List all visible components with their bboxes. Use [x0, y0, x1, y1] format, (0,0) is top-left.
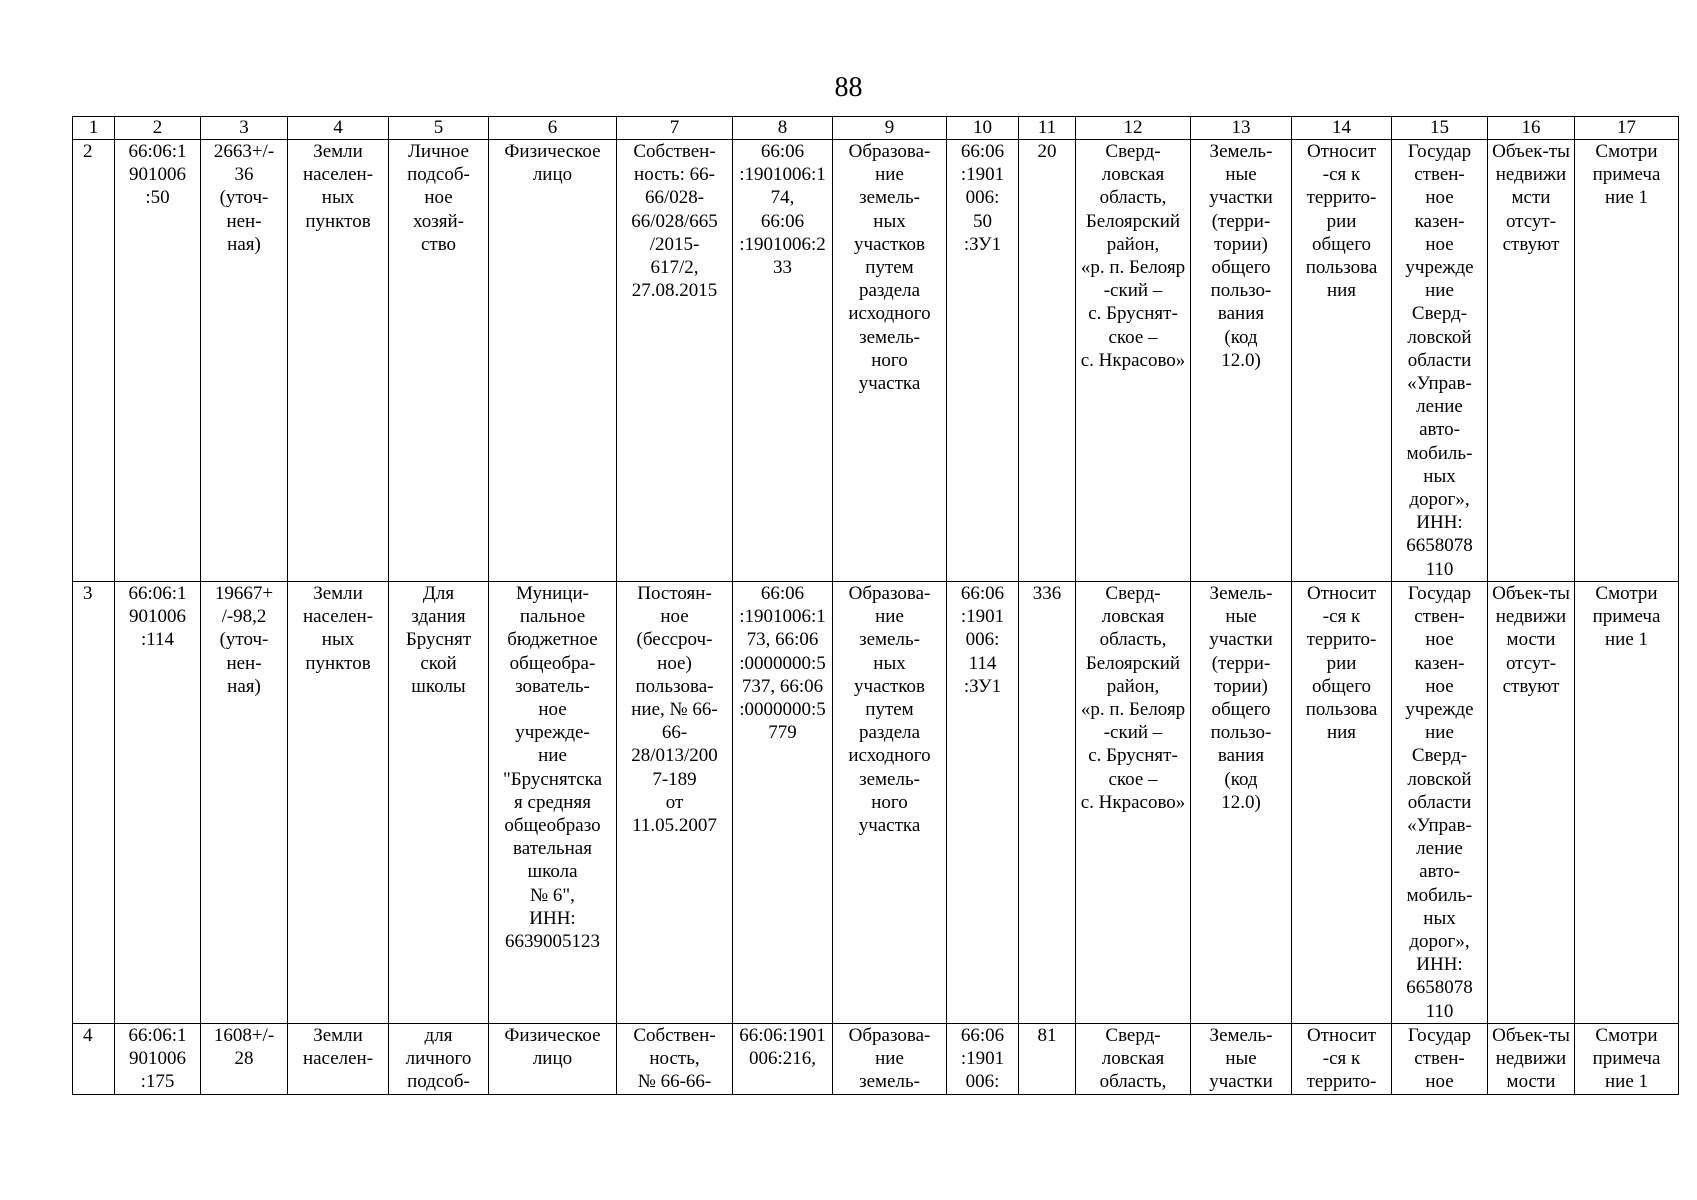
table-cell: Государ ствен- ное [1392, 1024, 1488, 1095]
table-cell: Земель- ные участки (терри- тории) общего пользо- вания (код 12.0) [1191, 140, 1292, 582]
table-cell: 66:06 :1901 006: 114 :ЗУ1 [947, 582, 1019, 1024]
land-register-table [72, 116, 1679, 1095]
table-cell: Земель- ные участки (терри- тории) общего пользо- вания (код 12.0) [1191, 582, 1292, 1024]
column-header-3: 3 [201, 117, 288, 140]
table-cell: 66:06:1 901006 :175 [115, 1024, 201, 1095]
column-header-8: 8 [733, 117, 833, 140]
table-cell: Сверд- ловская область, Белоярский район, «р. п. Белояр -ский – с. Бруснят- ское – с. Нкрасово» [1076, 582, 1191, 1024]
table-cell: Объек-ты недвижи мости [1488, 1024, 1575, 1095]
table-cell: 66:06 :1901006:1 73, 66:06 :0000000:5 737, 66:06 :0000000:5 779 [733, 582, 833, 1024]
table-cell: Для здания Бруснят ской школы [389, 582, 489, 1024]
table-cell: Земли населен- ных пунктов [288, 582, 389, 1024]
page-number: 88 [834, 72, 863, 103]
table-cell: Государ ствен- ное казен- ное учрежде ние Сверд- ловской области «Управ- ление авто- мобиль- ных дорог», ИНН: 6658078 110 [1392, 140, 1488, 582]
column-header-6: 6 [489, 117, 617, 140]
table-cell: Физическое лицо [489, 140, 617, 582]
table-cell: 66:06 :1901 006: 50 :ЗУ1 [947, 140, 1019, 582]
table-cell: 1608+/- 28 [201, 1024, 288, 1095]
column-header-11: 11 [1019, 117, 1076, 140]
column-header-1: 1 [73, 117, 115, 140]
table-cell: Относит -ся к террито- [1292, 1024, 1392, 1095]
table-cell: 66:06:1901 006:216, [733, 1024, 833, 1095]
table-cell: 336 [1019, 582, 1076, 1024]
table-cell: Объек-ты недвижи мсти отсут- ствуют [1488, 140, 1575, 582]
table-cell: Государ ствен- ное казен- ное учрежде ние Сверд- ловской области «Управ- ление авто- мобиль- ных дорог», ИНН: 6658078 110 [1392, 582, 1488, 1024]
table-cell: Муници- пальное бюджетное общеобра- зователь- ное учрежде- ние "Бруснятска я средняя общеобразо вательная школа № 6", ИНН: 6639005123 [489, 582, 617, 1024]
table-cell: Сверд- ловская область, Белоярский район, «р. п. Белояр -ский – с. Бруснят- ское – с. Нкрасово» [1076, 140, 1191, 582]
table-cell: Смотри примеча ние 1 [1575, 140, 1679, 582]
column-header-17: 17 [1575, 117, 1679, 140]
table-cell: Собствен- ность: 66- 66/028- 66/028/665 /2015- 617/2, 27.08.2015 [617, 140, 733, 582]
table-cell: Собствен- ность, № 66-66- [617, 1024, 733, 1095]
table-cell: Земель- ные участки [1191, 1024, 1292, 1095]
table-cell: 4 [73, 1024, 115, 1095]
table-cell: Относит -ся к террито- рии общего пользова ния [1292, 582, 1392, 1024]
table-cell: Земли населен- ных пунктов [288, 140, 389, 582]
table-cell: Образова- ние земель- ных участков путем раздела исходного земель- ного участка [833, 140, 947, 582]
table-cell: 81 [1019, 1024, 1076, 1095]
table-cell: 3 [73, 582, 115, 1024]
table-cell: Физическое лицо [489, 1024, 617, 1095]
table-row [73, 582, 1679, 1024]
table-cell: 19667+ /-98,2 (уточ- нен- ная) [201, 582, 288, 1024]
header-row [73, 117, 1679, 140]
column-header-5: 5 [389, 117, 489, 140]
column-header-7: 7 [617, 117, 733, 140]
table-cell: 20 [1019, 140, 1076, 582]
table-cell: 66:06:1 901006 :114 [115, 582, 201, 1024]
table-cell: Земли населен- [288, 1024, 389, 1095]
table-cell: Личное подсоб- ное хозяй- ство [389, 140, 489, 582]
table-row [73, 140, 1679, 582]
column-header-12: 12 [1076, 117, 1191, 140]
table-cell: Образова- ние земель- [833, 1024, 947, 1095]
table-cell: для личного подсоб- [389, 1024, 489, 1095]
table-cell: 2663+/- 36 (уточ- нен- ная) [201, 140, 288, 582]
table-cell: Сверд- ловская область, [1076, 1024, 1191, 1095]
table-cell: Образова- ние земель- ных участков путем раздела исходного земель- ного участка [833, 582, 947, 1024]
column-header-13: 13 [1191, 117, 1292, 140]
table-cell: Постоян- ное (бессроч- ное) пользова- ние, № 66- 66- 28/013/200 7-189 от 11.05.2007 [617, 582, 733, 1024]
table-cell: 66:06 :1901 006: [947, 1024, 1019, 1095]
table-row [73, 1024, 1679, 1095]
column-header-4: 4 [288, 117, 389, 140]
table-cell: 66:06 :1901006:1 74, 66:06 :1901006:2 33 [733, 140, 833, 582]
column-header-16: 16 [1488, 117, 1575, 140]
column-header-10: 10 [947, 117, 1019, 140]
table-cell: Относит -ся к террито- рии общего пользова ния [1292, 140, 1392, 582]
column-header-2: 2 [115, 117, 201, 140]
table-cell: 2 [73, 140, 115, 582]
column-header-15: 15 [1392, 117, 1488, 140]
table-cell: Смотри примеча ние 1 [1575, 582, 1679, 1024]
table-cell: 66:06:1 901006 :50 [115, 140, 201, 582]
table-cell: Смотри примеча ние 1 [1575, 1024, 1679, 1095]
column-header-14: 14 [1292, 117, 1392, 140]
column-header-9: 9 [833, 117, 947, 140]
table-cell: Объек-ты недвижи мости отсут- ствуют [1488, 582, 1575, 1024]
